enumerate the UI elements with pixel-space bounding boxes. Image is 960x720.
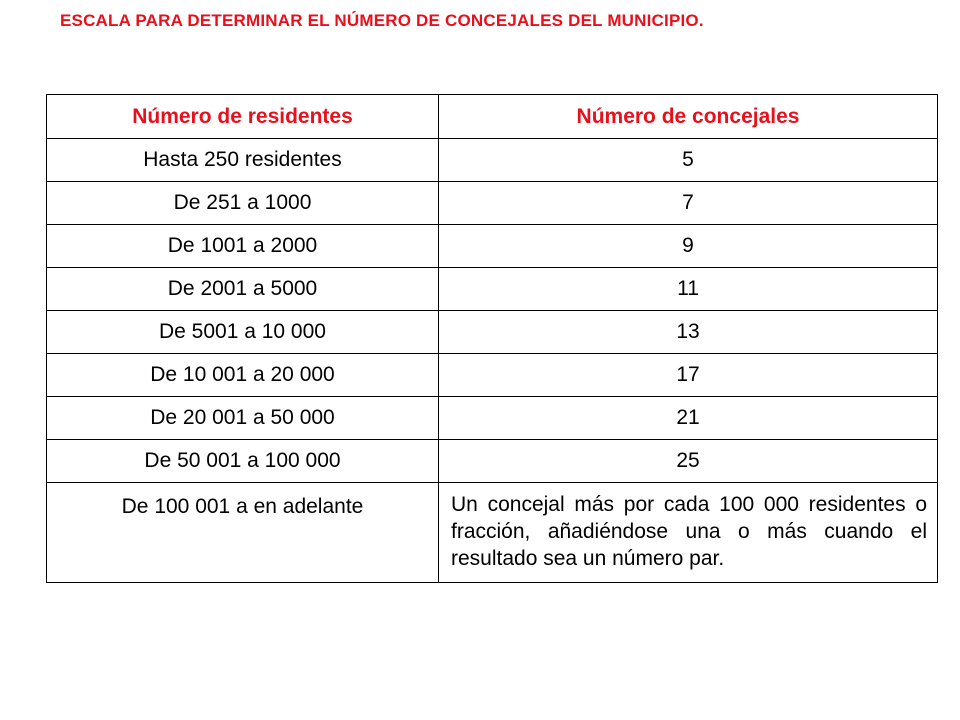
councillors-scale-table [46,94,938,583]
table-row [47,139,938,182]
residents-range-cell: De 1001 a 2000 [47,225,439,268]
table-row [47,483,938,583]
councillors-count-cell: 5 [439,139,938,182]
table-header-row [47,95,938,139]
page-title: ESCALA PARA DETERMINAR EL NÚMERO DE CONCEJALES DEL MUNICIPIO. [60,11,704,30]
councillors-rule-cell: Un concejal más por cada 100 000 residentes o fracción, añadiéndose una o más cuando el resultado sea un número par. [439,483,938,583]
residents-range-cell: De 5001 a 10 000 [47,311,439,354]
column-header-councillors: Número de concejales [439,95,938,139]
residents-range-cell: De 10 001 a 20 000 [47,354,439,397]
residents-range-cell: De 20 001 a 50 000 [47,397,439,440]
residents-range-cell: De 100 001 a en adelante [47,483,439,583]
residents-range-cell: Hasta 250 residentes [47,139,439,182]
table-row [47,311,938,354]
councillors-count-cell: 13 [439,311,938,354]
column-header-residents: Número de residentes [47,95,439,139]
councillors-count-cell: 7 [439,182,938,225]
table-row [47,354,938,397]
councillors-count-cell: 9 [439,225,938,268]
councillors-count-cell: 21 [439,397,938,440]
residents-range-cell: De 50 001 a 100 000 [47,440,439,483]
table-row [47,182,938,225]
councillors-count-cell: 25 [439,440,938,483]
residents-range-cell: De 2001 a 5000 [47,268,439,311]
table-row [47,225,938,268]
councillors-count-cell: 17 [439,354,938,397]
table-row [47,397,938,440]
residents-range-cell: De 251 a 1000 [47,182,439,225]
table-row [47,440,938,483]
councillors-count-cell: 11 [439,268,938,311]
table-row [47,268,938,311]
